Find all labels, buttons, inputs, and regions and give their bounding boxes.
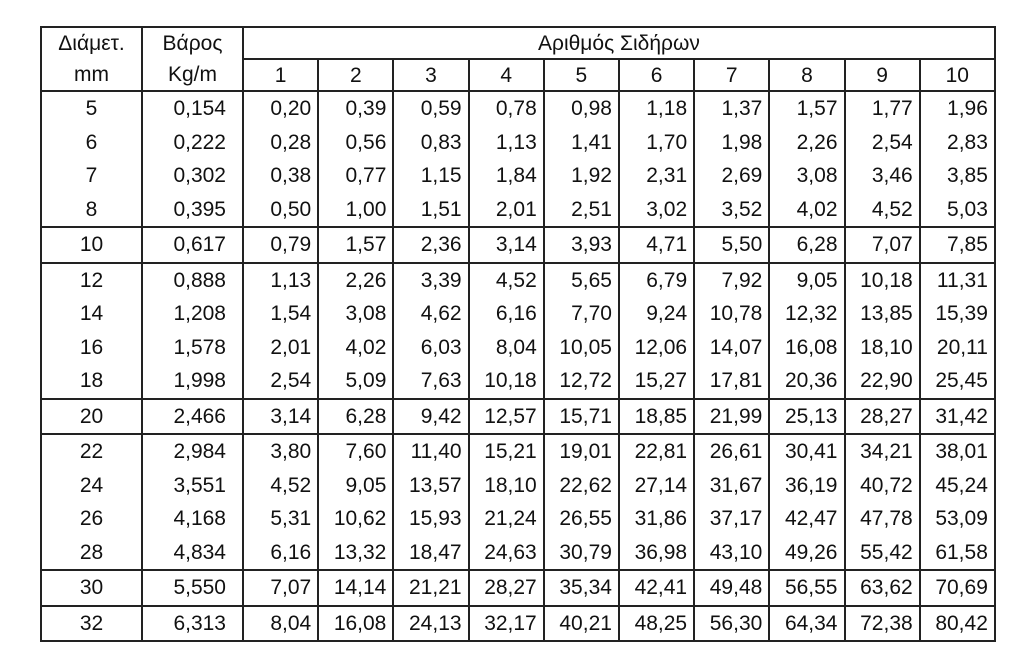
area-cell: 70,69: [920, 570, 995, 606]
bar-count-header: 5: [544, 59, 619, 91]
bar-count-header: 3: [393, 59, 468, 91]
area-cell: 31,86: [619, 502, 694, 536]
area-cell: 4,02: [318, 331, 393, 365]
area-cell: 2,83: [920, 126, 995, 160]
table-row: [41, 399, 995, 435]
area-cell: 6,16: [469, 297, 544, 331]
area-cell: 3,08: [318, 297, 393, 331]
area-cell: 1,70: [619, 126, 694, 160]
area-cell: 12,32: [769, 297, 844, 331]
area-cell: 10,18: [845, 263, 920, 298]
area-cell: 7,63: [393, 364, 468, 399]
area-cell: 55,42: [845, 536, 920, 571]
area-cell: 4,02: [769, 193, 844, 228]
area-cell: 19,01: [544, 434, 619, 469]
area-cell: 1,18: [619, 91, 694, 126]
area-cell: 43,10: [694, 536, 769, 571]
area-cell: 0,79: [243, 227, 318, 263]
area-cell: 1,98: [694, 126, 769, 160]
area-cell: 9,24: [619, 297, 694, 331]
area-cell: 2,01: [243, 331, 318, 365]
area-cell: 6,28: [318, 399, 393, 435]
table-row: [41, 570, 995, 606]
area-cell: 7,07: [845, 227, 920, 263]
area-cell: 3,14: [243, 399, 318, 435]
diameter-header-unit: mm: [41, 59, 142, 91]
area-cell: 2,31: [619, 159, 694, 193]
area-cell: 3,93: [544, 227, 619, 263]
area-cell: 1,96: [920, 91, 995, 126]
area-cell: 7,60: [318, 434, 393, 469]
area-cell: 27,14: [619, 469, 694, 503]
area-cell: 42,47: [769, 502, 844, 536]
area-cell: 2,51: [544, 193, 619, 228]
area-cell: 0,28: [243, 126, 318, 160]
table-body: [41, 91, 995, 641]
area-cell: 1,37: [694, 91, 769, 126]
weight-header-label: Βάρος: [142, 27, 243, 59]
area-cell: 8,04: [469, 331, 544, 365]
area-cell: 1,41: [544, 126, 619, 160]
area-cell: 3,52: [694, 193, 769, 228]
area-cell: 0,50: [243, 193, 318, 228]
area-cell: 0,56: [318, 126, 393, 160]
diameter-cell: 32: [41, 606, 142, 642]
area-cell: 40,72: [845, 469, 920, 503]
diameter-cell: 6: [41, 126, 142, 160]
area-cell: 1,77: [845, 91, 920, 126]
area-cell: 10,78: [694, 297, 769, 331]
area-cell: 13,57: [393, 469, 468, 503]
area-cell: 1,92: [544, 159, 619, 193]
area-cell: 6,03: [393, 331, 468, 365]
area-cell: 31,42: [920, 399, 995, 435]
table-row: [41, 227, 995, 263]
area-cell: 7,07: [243, 570, 318, 606]
bar-count-header: 8: [769, 59, 844, 91]
diameter-cell: 18: [41, 364, 142, 399]
area-cell: 2,26: [318, 263, 393, 298]
table-row: [41, 469, 995, 503]
area-cell: 9,05: [318, 469, 393, 503]
area-cell: 37,17: [694, 502, 769, 536]
diameter-cell: 12: [41, 263, 142, 298]
weight-cell: 1,208: [142, 297, 243, 331]
area-cell: 5,03: [920, 193, 995, 228]
area-cell: 42,41: [619, 570, 694, 606]
area-cell: 2,69: [694, 159, 769, 193]
area-cell: 1,54: [243, 297, 318, 331]
area-cell: 4,52: [845, 193, 920, 228]
area-cell: 15,71: [544, 399, 619, 435]
table-row: [41, 297, 995, 331]
area-cell: 48,25: [619, 606, 694, 642]
weight-cell: 4,168: [142, 502, 243, 536]
area-cell: 35,34: [544, 570, 619, 606]
table-row: [41, 434, 995, 469]
area-cell: 26,55: [544, 502, 619, 536]
area-cell: 0,98: [544, 91, 619, 126]
area-cell: 3,80: [243, 434, 318, 469]
area-cell: 24,63: [469, 536, 544, 571]
area-cell: 40,21: [544, 606, 619, 642]
weight-header-unit: Kg/m: [142, 59, 243, 91]
area-cell: 47,78: [845, 502, 920, 536]
table-row: [41, 159, 995, 193]
bar-count-header: 7: [694, 59, 769, 91]
area-cell: 18,10: [469, 469, 544, 503]
area-cell: 28,27: [469, 570, 544, 606]
diameter-cell: 7: [41, 159, 142, 193]
weight-cell: 0,154: [142, 91, 243, 126]
area-cell: 0,39: [318, 91, 393, 126]
area-cell: 61,58: [920, 536, 995, 571]
weight-cell: 4,834: [142, 536, 243, 571]
diameter-cell: 8: [41, 193, 142, 228]
area-cell: 6,79: [619, 263, 694, 298]
area-cell: 5,09: [318, 364, 393, 399]
table-row: [41, 126, 995, 160]
area-cell: 1,51: [393, 193, 468, 228]
area-cell: 6,16: [243, 536, 318, 571]
area-cell: 25,45: [920, 364, 995, 399]
table-header: [41, 27, 995, 91]
table-row: [41, 606, 995, 642]
area-cell: 9,05: [769, 263, 844, 298]
diameter-cell: 16: [41, 331, 142, 365]
area-cell: 24,13: [393, 606, 468, 642]
area-cell: 4,52: [469, 263, 544, 298]
weight-cell: 1,998: [142, 364, 243, 399]
area-cell: 72,38: [845, 606, 920, 642]
diameter-header-label: Διάμετ.: [41, 27, 142, 59]
diameter-cell: 5: [41, 91, 142, 126]
area-cell: 1,57: [318, 227, 393, 263]
area-cell: 15,21: [469, 434, 544, 469]
area-cell: 34,21: [845, 434, 920, 469]
weight-cell: 0,222: [142, 126, 243, 160]
area-cell: 64,34: [769, 606, 844, 642]
table-row: [41, 364, 995, 399]
area-cell: 21,24: [469, 502, 544, 536]
area-cell: 0,59: [393, 91, 468, 126]
area-cell: 10,62: [318, 502, 393, 536]
weight-cell: 2,466: [142, 399, 243, 435]
area-cell: 9,42: [393, 399, 468, 435]
area-cell: 12,06: [619, 331, 694, 365]
area-cell: 5,31: [243, 502, 318, 536]
area-cell: 21,99: [694, 399, 769, 435]
weight-cell: 0,888: [142, 263, 243, 298]
area-cell: 26,61: [694, 434, 769, 469]
area-cell: 12,57: [469, 399, 544, 435]
area-cell: 30,79: [544, 536, 619, 571]
area-cell: 4,52: [243, 469, 318, 503]
weight-cell: 0,617: [142, 227, 243, 263]
area-cell: 12,72: [544, 364, 619, 399]
diameter-cell: 28: [41, 536, 142, 571]
table-row: [41, 263, 995, 298]
area-cell: 0,38: [243, 159, 318, 193]
weight-cell: 0,302: [142, 159, 243, 193]
rebar-area-table-sheet: [40, 26, 994, 634]
diameter-cell: 14: [41, 297, 142, 331]
table-row: [41, 502, 995, 536]
table-row: [41, 331, 995, 365]
area-cell: 10,05: [544, 331, 619, 365]
area-cell: 13,32: [318, 536, 393, 571]
weight-cell: 3,551: [142, 469, 243, 503]
table-row: [41, 91, 995, 126]
diameter-cell: 20: [41, 399, 142, 435]
area-cell: 1,00: [318, 193, 393, 228]
area-cell: 5,50: [694, 227, 769, 263]
area-cell: 2,54: [243, 364, 318, 399]
area-cell: 18,47: [393, 536, 468, 571]
area-cell: 31,67: [694, 469, 769, 503]
area-cell: 2,54: [845, 126, 920, 160]
area-cell: 22,90: [845, 364, 920, 399]
area-cell: 1,84: [469, 159, 544, 193]
area-cell: 22,62: [544, 469, 619, 503]
area-cell: 25,13: [769, 399, 844, 435]
area-cell: 20,11: [920, 331, 995, 365]
diameter-cell: 24: [41, 469, 142, 503]
area-cell: 1,57: [769, 91, 844, 126]
area-cell: 32,17: [469, 606, 544, 642]
area-cell: 0,83: [393, 126, 468, 160]
area-cell: 7,70: [544, 297, 619, 331]
area-cell: 7,85: [920, 227, 995, 263]
area-cell: 4,62: [393, 297, 468, 331]
area-cell: 56,30: [694, 606, 769, 642]
area-cell: 49,48: [694, 570, 769, 606]
area-cell: 11,40: [393, 434, 468, 469]
area-cell: 14,14: [318, 570, 393, 606]
table-row: [41, 193, 995, 228]
area-cell: 2,01: [469, 193, 544, 228]
weight-cell: 0,395: [142, 193, 243, 228]
area-cell: 8,04: [243, 606, 318, 642]
diameter-cell: 10: [41, 227, 142, 263]
area-cell: 0,77: [318, 159, 393, 193]
area-cell: 18,10: [845, 331, 920, 365]
area-cell: 3,02: [619, 193, 694, 228]
area-cell: 53,09: [920, 502, 995, 536]
area-cell: 20,36: [769, 364, 844, 399]
area-cell: 6,28: [769, 227, 844, 263]
weight-cell: 5,550: [142, 570, 243, 606]
area-cell: 1,13: [243, 263, 318, 298]
area-cell: 2,26: [769, 126, 844, 160]
area-cell: 11,31: [920, 263, 995, 298]
area-cell: 15,93: [393, 502, 468, 536]
area-cell: 10,18: [469, 364, 544, 399]
weight-cell: 6,313: [142, 606, 243, 642]
area-cell: 28,27: [845, 399, 920, 435]
area-cell: 21,21: [393, 570, 468, 606]
area-cell: 4,71: [619, 227, 694, 263]
area-cell: 14,07: [694, 331, 769, 365]
bar-count-header: 10: [920, 59, 995, 91]
area-cell: 7,92: [694, 263, 769, 298]
area-cell: 63,62: [845, 570, 920, 606]
area-cell: 15,39: [920, 297, 995, 331]
weight-cell: 2,984: [142, 434, 243, 469]
bar-count-header: 9: [845, 59, 920, 91]
area-cell: 45,24: [920, 469, 995, 503]
area-cell: 38,01: [920, 434, 995, 469]
area-cell: 22,81: [619, 434, 694, 469]
area-cell: 80,42: [920, 606, 995, 642]
diameter-cell: 22: [41, 434, 142, 469]
area-cell: 17,81: [694, 364, 769, 399]
area-cell: 1,13: [469, 126, 544, 160]
area-cell: 36,98: [619, 536, 694, 571]
bar-count-header: 4: [469, 59, 544, 91]
area-cell: 36,19: [769, 469, 844, 503]
area-cell: 0,78: [469, 91, 544, 126]
area-cell: 3,14: [469, 227, 544, 263]
area-cell: 0,20: [243, 91, 318, 126]
area-cell: 18,85: [619, 399, 694, 435]
bar-count-header: 2: [318, 59, 393, 91]
area-cell: 3,85: [920, 159, 995, 193]
area-cell: 3,39: [393, 263, 468, 298]
area-cell: 3,08: [769, 159, 844, 193]
bar-count-header: 1: [243, 59, 318, 91]
table-row: [41, 536, 995, 571]
rebar-area-table: [40, 26, 996, 642]
area-cell: 13,85: [845, 297, 920, 331]
bar-count-header: 6: [619, 59, 694, 91]
area-cell: 3,46: [845, 159, 920, 193]
diameter-cell: 26: [41, 502, 142, 536]
area-cell: 15,27: [619, 364, 694, 399]
area-cell: 16,08: [318, 606, 393, 642]
area-cell: 2,36: [393, 227, 468, 263]
area-cell: 56,55: [769, 570, 844, 606]
diameter-cell: 30: [41, 570, 142, 606]
area-cell: 16,08: [769, 331, 844, 365]
weight-cell: 1,578: [142, 331, 243, 365]
area-cell: 5,65: [544, 263, 619, 298]
area-cell: 1,15: [393, 159, 468, 193]
area-cell: 49,26: [769, 536, 844, 571]
area-cell: 30,41: [769, 434, 844, 469]
bar-count-group-title: Αριθμός Σιδήρων: [243, 27, 995, 59]
